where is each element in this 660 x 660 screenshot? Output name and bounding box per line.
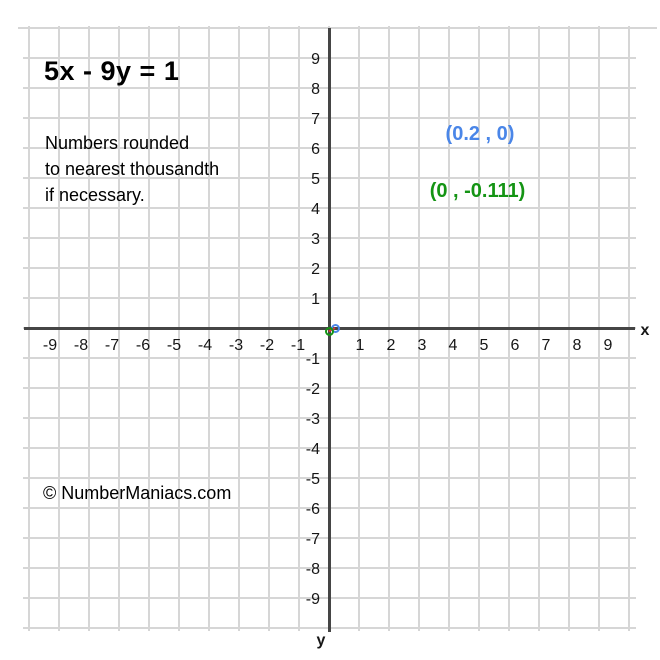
y-tick-label: 6: [311, 141, 320, 158]
note-line-2: to nearest thousandth: [45, 159, 220, 179]
equation-title: 5x - 9y = 1: [44, 56, 180, 86]
y-tick-label: -9: [305, 591, 320, 608]
y-tick-label: 1: [311, 291, 320, 308]
x-tick-label: -2: [259, 337, 275, 354]
y-tick-label: 7: [311, 111, 320, 128]
y-tick-label: -4: [305, 441, 320, 458]
x-tick-label: 2: [386, 337, 396, 354]
x-tick-label: 4: [448, 337, 458, 354]
y-intercept-point: [325, 327, 334, 336]
x-intercept-label: (0.2 , 0): [445, 123, 515, 145]
y-tick-label: -5: [305, 471, 320, 488]
y-tick-label: -1: [305, 351, 320, 368]
y-tick-label: -3: [305, 411, 320, 428]
y-tick-label: 9: [311, 51, 320, 68]
note-line-1: Numbers rounded: [45, 133, 190, 153]
x-tick-label: -5: [166, 337, 182, 354]
x-tick-label: 8: [572, 337, 582, 354]
x-tick-label: -3: [228, 337, 244, 354]
copyright: © NumberManiacs.com: [43, 483, 232, 503]
x-tick-label: 3: [417, 337, 427, 354]
x-tick-label: 7: [541, 337, 551, 354]
x-tick-label: 1: [355, 337, 365, 354]
x-tick-label: -9: [42, 337, 58, 354]
y-tick-label: 2: [311, 261, 320, 278]
x-tick-label: 5: [479, 337, 489, 354]
x-tick-label: -4: [197, 337, 213, 354]
y-intercept-label: (0 , -0.111): [429, 180, 526, 202]
y-tick-label: 5: [311, 171, 320, 188]
y-tick-label: -8: [305, 561, 320, 578]
y-tick-label: 4: [311, 201, 320, 218]
y-tick-label: -7: [305, 531, 320, 548]
x-tick-label: -7: [104, 337, 120, 354]
x-tick-label: -8: [73, 337, 89, 354]
x-tick-label: -6: [135, 337, 151, 354]
y-tick-label: 3: [311, 231, 320, 248]
grid-line-horizontal: [18, 27, 657, 29]
x-tick-label: 9: [603, 337, 613, 354]
x-tick-label: -1: [290, 337, 306, 354]
y-axis-label: y: [316, 632, 326, 649]
y-tick-label: -6: [305, 501, 320, 518]
rounding-note: [45, 130, 219, 208]
y-tick-label: 8: [311, 81, 320, 98]
y-tick-label: -2: [305, 381, 320, 398]
x-axis-label: x: [640, 322, 650, 339]
note-line-3: if necessary.: [45, 185, 145, 205]
x-tick-label: 6: [510, 337, 520, 354]
